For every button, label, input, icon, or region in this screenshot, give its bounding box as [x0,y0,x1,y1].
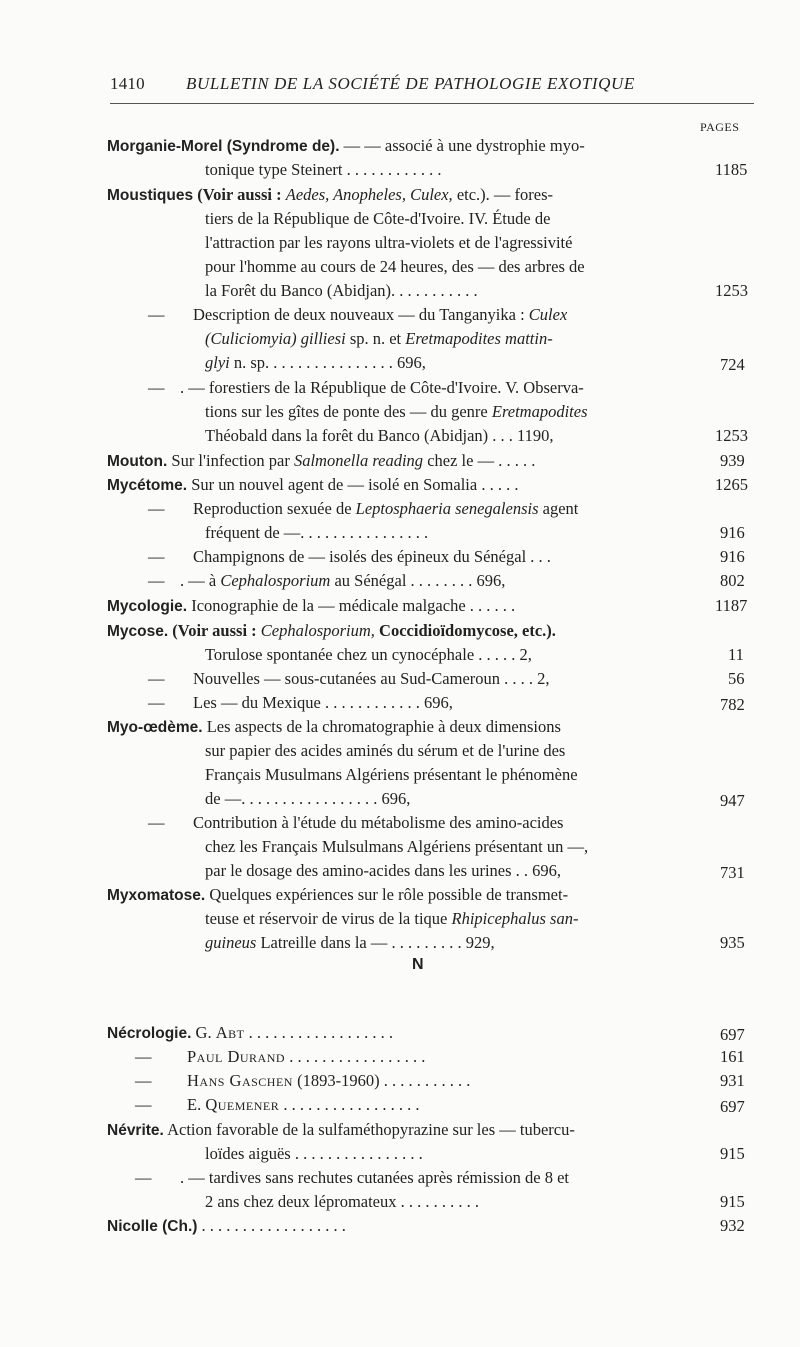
page-ref: 915 [720,1144,745,1163]
entry-text: tions sur les gîtes de ponte des — du genre Eretmapodites [205,402,588,421]
entry-text: 2 ans chez deux lépromateux . . . . . . . . . . [205,1192,480,1211]
page-ref: 916 [720,547,745,566]
entry-text: glyi n. sp. . . . . . . . . . . . . . . . 696, [205,353,426,372]
entry-text: . — à Cephalosporium au Sénégal . . . . . . . . 696, [180,571,506,590]
entry-text: Paul Durand . . . . . . . . . . . . . . . . . [187,1047,426,1066]
entry-heading: Morganie-Morel (Syndrome de). [107,138,340,155]
entry-heading: Nicolle (Ch.) [107,1218,198,1235]
entry-text: E. Quemener . . . . . . . . . . . . . . . . . [187,1095,420,1114]
page-ref: 802 [720,571,745,590]
entry-text: loïdes aiguës . . . . . . . . . . . . . . . . [205,1144,423,1163]
dash-mark: — [135,1168,152,1187]
index-entry-moustiques: Moustiques (Voir aussi : Aedes, Anopheles, Culex, etc.). — fores- [107,185,554,204]
entry-heading: Mouton. [107,453,168,470]
index-entry-mycose: Mycose. (Voir aussi : Cephalosporium, Coccidioïdomycose, etc.). [107,621,556,640]
entry-text: Théobald dans la forêt du Banco (Abidjan) . . . 1190, [205,426,554,445]
index-entry-mycetome: Mycétome. Sur un nouvel agent de — isolé en Somalia . . . . . [107,475,519,494]
entry-text: Français Musulmans Algériens présentant le phénomène [205,765,578,784]
dash-mark: — [148,813,165,832]
journal-title: BULLETIN DE LA SOCIÉTÉ DE PATHOLOGIE EXOTIQUE [186,74,635,93]
page-ref: 724 [720,355,745,374]
page-ref: 1185 [715,160,748,179]
index-entry-myxomatose: Myxomatose. Quelques expériences sur le rôle possible de transmet- [107,885,569,904]
page-ref: 731 [720,863,745,882]
page-ref: 1253 [715,426,748,445]
entry-heading: Myo-œdème. [107,719,203,736]
index-entry-morganie [107,134,687,158]
dash-mark: — [148,547,165,566]
entry-text: pour l'homme au cours de 24 heures, des — des arbres de [205,257,585,276]
dash-mark: — [148,693,165,712]
page-ref: 932 [720,1216,745,1235]
index-entry-nevrite: Névrite. Action favorable de la sulfaméthopyrazine sur les — tubercu- [107,1120,575,1139]
entry-text: de —. . . . . . . . . . . . . . . . . 696, [205,789,411,808]
entry-text: . — tardives sans rechutes cutanées après rémission de 8 et [180,1168,569,1187]
dash-mark: — [148,305,165,324]
page-number: 1410 [110,74,145,93]
entry-text: Nouvelles — sous-cutanées au Sud-Cameroun . . . . 2, [193,669,550,688]
entry-text: Description de deux nouveaux — du Tanganyika : Culex [193,305,568,324]
page-ref: 1265 [715,475,748,494]
section-letter: N [412,956,424,973]
entry-text: Torulose spontanée chez un cynocéphale . . . . . 2, [205,645,532,664]
entry-heading: Névrite. [107,1122,164,1139]
header-rule [110,103,754,104]
dash-mark: — [148,499,165,518]
page-ref: 161 [720,1047,745,1066]
entry-text: — — associé à une dystrophie myo- [343,136,585,155]
page-ref: 935 [720,933,745,952]
entry-text: chez les Français Mulsulmans Algériens présentant un —, [205,837,589,856]
entry-heading: Moustiques [107,187,194,204]
entry-text: par le dosage des amino-acides dans les urines . . 696, [205,861,562,880]
entry-heading: Mycétome. [107,477,188,494]
index-entry-mycologie: Mycologie. Iconographie de la — médicale malgache . . . . . . [107,596,516,615]
entry-text: l'attraction par les rayons ultra-violets et de l'agressivité [205,233,573,252]
page-ref: 915 [720,1192,745,1211]
index-entry-nicolle: Nicolle (Ch.) . . . . . . . . . . . . . . . . . . [107,1216,346,1235]
page-ref: 916 [720,523,745,542]
entry-heading: Nécrologie. [107,1025,192,1042]
page-ref: 939 [720,451,745,470]
dash-mark: — [135,1071,152,1090]
page-ref: 782 [720,695,745,714]
entry-text: tiers de la République de Côte-d'Ivoire. IV. Étude de [205,209,551,228]
entry-text: la Forêt du Banco (Abidjan). . . . . . . . . . . [205,281,478,300]
entry-heading: Myxomatose. [107,887,206,904]
entry-text: tonique type Steinert . . . . . . . . . . . . [205,160,442,179]
entry-text: sur papier des acides aminés du sérum et de l'urine des [205,741,566,760]
page-ref: 931 [720,1071,745,1090]
entry-text: Champignons de — isolés des épineux du Sénégal . . . [193,547,551,566]
entry-text: Reproduction sexuée de Leptosphaeria senegalensis agent [193,499,579,518]
index-entry-necrologie: Nécrologie. G. Abt . . . . . . . . . . . . . . . . . . [107,1023,393,1042]
page-ref: 11 [728,645,744,664]
entry-heading: Mycose. [107,623,169,640]
entry-text: . — forestiers de la République de Côte-d'Ivoire. V. Observa- [180,378,584,397]
index-entry-mouton: Mouton. Sur l'infection par Salmonella reading chez le — . . . . . [107,451,536,470]
dash-mark: — [135,1047,152,1066]
page-ref: 1187 [715,596,748,615]
entry-text: fréquent de —. . . . . . . . . . . . . . . . [205,523,429,542]
page-ref: 697 [720,1025,745,1044]
entry-text: Hans Gaschen (1893-1960) . . . . . . . . . . . [187,1071,471,1090]
entry-text: teuse et réservoir de virus de la tique Rhipicephalus san- [205,909,579,928]
pages-column-label: PAGES [700,120,740,134]
index-entry-myoedeme: Myo-œdème. Les aspects de la chromatographie à deux dimensions [107,717,561,736]
entry-text: guineus Latreille dans la — . . . . . . . . . 929, [205,933,495,952]
page-ref: 697 [720,1097,745,1116]
entry-heading: Mycologie. [107,598,188,615]
page-ref: 56 [728,669,745,688]
page-ref: 1253 [715,281,748,300]
dash-mark: — [148,378,165,397]
running-header [110,74,754,100]
entry-text: Contribution à l'étude du métabolisme des amino-acides [193,813,564,832]
entry-text: (Culiciomyia) gilliesi sp. n. et Eretmapodites mattin- [205,329,553,348]
dash-mark: — [148,571,165,590]
dash-mark: — [135,1095,152,1114]
dash-mark: — [148,669,165,688]
entry-text: Les — du Mexique . . . . . . . . . . . . 696, [193,693,453,712]
page-ref: 947 [720,791,745,810]
